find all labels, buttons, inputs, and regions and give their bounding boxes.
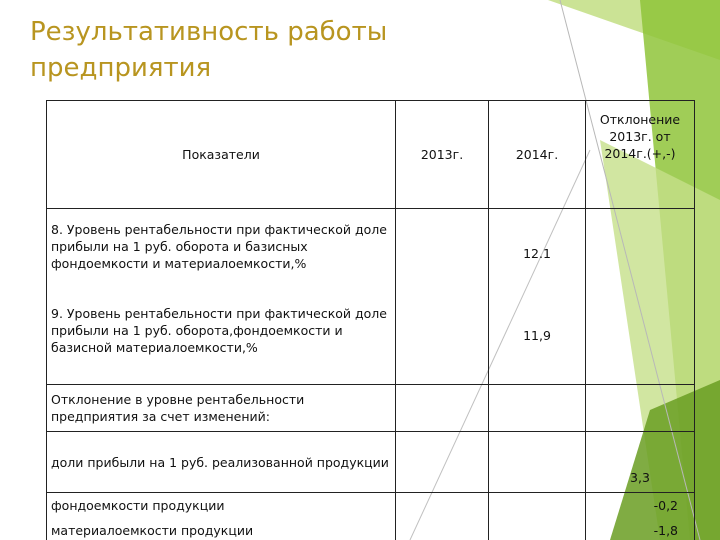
cell-deviation-deviation — [586, 385, 695, 432]
cell-profitability-2014 — [489, 209, 586, 385]
label-capital-intensity: фондоемкости продукции — [51, 498, 225, 513]
cell-profitability-deviation — [586, 209, 695, 385]
value-item-8: 12.1 — [523, 246, 551, 261]
value-profit-share: 3,3 — [586, 432, 695, 493]
table-row-profitability — [47, 209, 695, 385]
results-table — [46, 100, 695, 540]
label-item-9: 9. Уровень рентабельности при фактической доле прибыли на 1 руб. оборота,фондоемкости и базисной материалоемкости,% — [51, 306, 387, 355]
table-header-row — [47, 101, 695, 209]
cell-profitability-labels — [47, 209, 396, 385]
cell-capital-2014 — [489, 493, 586, 540]
cell-deviation-2013 — [396, 385, 489, 432]
header-deviation: Отклонение 2013г. от 2014г.(+,-) — [586, 101, 695, 209]
header-2014: 2014г. — [489, 101, 586, 209]
cell-capital-material-values — [586, 493, 695, 540]
header-indicator: Показатели — [47, 101, 396, 209]
label-item-8: 8. Уровень рентабельности при фактической доле прибыли на 1 руб. оборота и базисных фондоемкости и материалоемкости,% — [51, 222, 387, 271]
table-row-capital-material — [47, 493, 695, 540]
value-item-9: 11,9 — [523, 328, 551, 343]
label-profit-share: доли прибыли на 1 руб. реализованной продукции — [47, 432, 396, 493]
label-material-intensity: материалоемкости продукции — [51, 523, 254, 538]
header-2013: 2013г. — [396, 101, 489, 209]
cell-deviation-2014 — [489, 385, 586, 432]
value-capital-intensity: -0,2 — [653, 498, 678, 513]
cell-profitability-2013 — [396, 209, 489, 385]
page-title — [30, 14, 550, 86]
page-title-line-2: предприятия — [30, 53, 212, 83]
page-title-line-1: Результативность работы — [30, 17, 388, 47]
table-row-deviation — [47, 385, 695, 432]
cell-capital-material-labels — [47, 493, 396, 540]
results-table-container — [46, 100, 681, 540]
label-deviation: Отклонение в уровне рентабельности предприятия за счет изменений: — [47, 385, 396, 432]
cell-share-2013 — [396, 432, 489, 493]
cell-capital-2013 — [396, 493, 489, 540]
table-row-profit-share — [47, 432, 695, 493]
cell-share-2014 — [489, 432, 586, 493]
value-material-intensity: -1,8 — [653, 523, 678, 538]
